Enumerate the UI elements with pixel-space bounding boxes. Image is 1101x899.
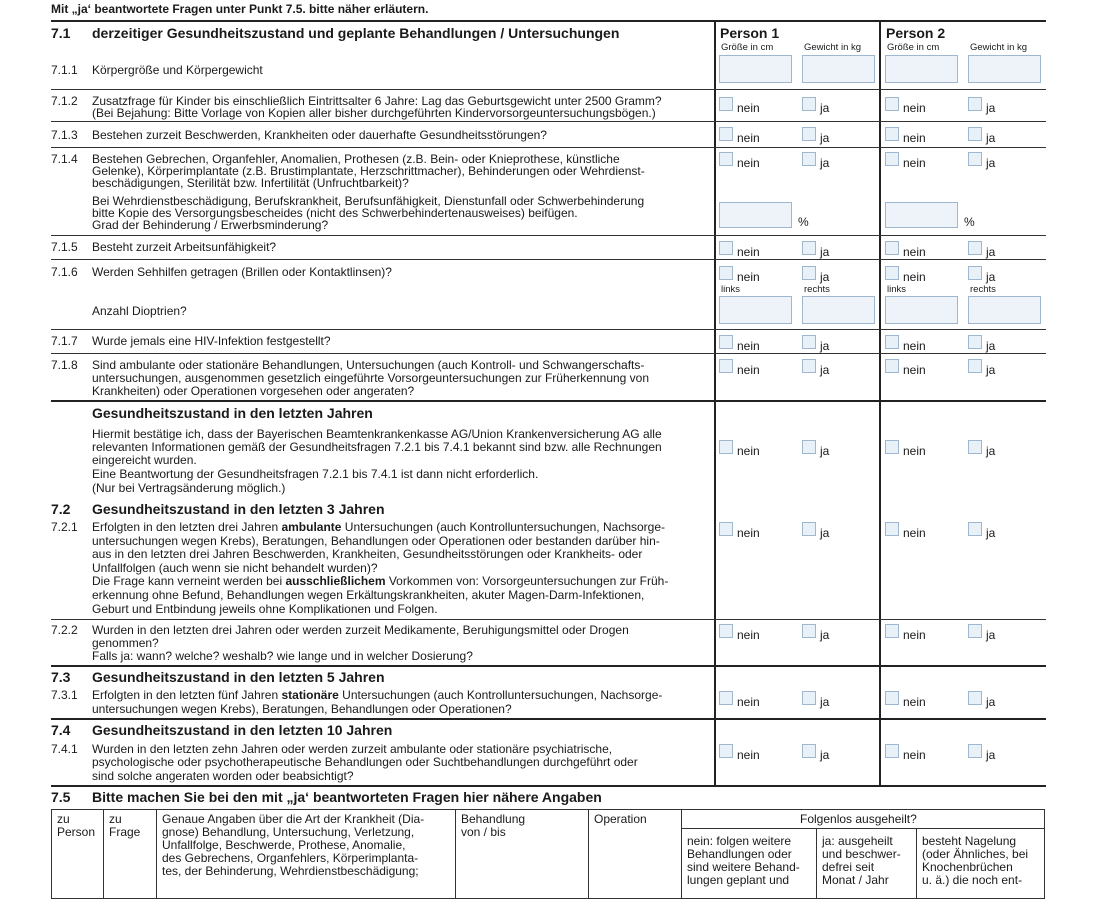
- option-no-label: nein: [903, 444, 926, 458]
- rule-top: [51, 20, 1046, 22]
- person1-disability-grade-input[interactable]: [719, 202, 792, 228]
- person1-no-checkbox-7-4-1[interactable]: [719, 744, 733, 758]
- row-divider: [51, 89, 1046, 90]
- row-divider: [51, 619, 1046, 620]
- person1-no-checkbox-7-1-4[interactable]: [719, 152, 733, 166]
- person2-no-checkbox-7-1-5[interactable]: [885, 241, 899, 255]
- question-text: Wurde jemals eine HIV-Infektion festgestellt?: [92, 334, 331, 348]
- question-text: Sind ambulante oder stationäre Behandlungen, Untersuchungen (auch Kontroll- und Schwangerschafts-: [92, 358, 645, 372]
- option-yes-label: ja: [820, 245, 830, 259]
- question-number: 7.2.1: [51, 520, 78, 534]
- table-col-divider: [588, 809, 589, 899]
- divider-person1: [714, 20, 716, 786]
- person1-yes-checkbox-7-1-3[interactable]: [802, 127, 816, 141]
- person1-size-label: Größe in cm: [721, 42, 774, 53]
- col-header-details: des Gebrechens, Organfehlers, Körperimplanta-: [162, 851, 419, 865]
- col-subheader-no: sind weitere Behand-: [687, 860, 800, 874]
- section-rule: [51, 665, 1046, 667]
- person2-diopter-right-input[interactable]: [968, 296, 1041, 324]
- person1-no-checkbox-7-2-2[interactable]: [719, 624, 733, 638]
- question-text: relevanten Informationen gemäß der Gesundheitsfragen 7.2.1 bis 7.4.1 bekannt sind bzw. alle Rechnungen: [92, 440, 662, 454]
- question-number: 7.1.7: [51, 334, 78, 348]
- option-yes-label: ja: [986, 101, 996, 115]
- col-subheader-no: Behandlungen oder: [687, 847, 792, 861]
- option-no-label: nein: [903, 270, 926, 284]
- person2-yes-checkbox-7-1-7[interactable]: [968, 335, 982, 349]
- question-text: Wurden in den letzten drei Jahren oder werden zurzeit Medikamente, Beruhigungsmittel oder Drogen: [92, 623, 629, 637]
- person2-label: Person 2: [886, 25, 946, 41]
- option-yes-label: ja: [986, 628, 996, 642]
- person1-yes-checkbox-7-1-2[interactable]: [802, 97, 816, 111]
- option-no-label: nein: [737, 156, 760, 170]
- question-number: 7.4.1: [51, 742, 78, 756]
- section-rule: [51, 718, 1046, 720]
- section-title: Bitte machen Sie bei den mit „ja‘ beantworteten Fragen hier nähere Angaben: [92, 789, 602, 805]
- question-text: Werden Sehhilfen getragen (Brillen oder Kontaktlinsen)?: [92, 265, 392, 279]
- question-text: [92, 521, 665, 533]
- col-subheader-yes: Monat / Jahr: [822, 873, 889, 887]
- col-header-treatment: Behandlung: [461, 812, 526, 826]
- option-yes-label: ja: [986, 131, 996, 145]
- option-yes-label: ja: [986, 444, 996, 458]
- question-text: Bei Wehrdienstbeschädigung, Berufskrankheit, Berufsunfähigkeit, Dienstunfall oder Schwerbehinderung: [92, 194, 645, 208]
- table-col-divider: [681, 809, 682, 899]
- option-yes-label: ja: [820, 363, 830, 377]
- option-yes-label: ja: [820, 270, 830, 284]
- col-subheader-yes: und beschwer-: [822, 847, 901, 861]
- section-title: Gesundheitszustand in den letzten 10 Jahren: [92, 722, 393, 738]
- question-text: erkennung ohne Befund, Behandlungen wegen Erkältungskrankheiten, akuter Magen-Darm-Infektionen,: [92, 588, 645, 602]
- option-yes-label: ja: [820, 628, 830, 642]
- option-yes-label: ja: [986, 270, 996, 284]
- col-subheader-yes: defrei seit: [822, 860, 875, 874]
- question-number: 7.1.4: [51, 152, 78, 166]
- table-row-divider: [681, 828, 1045, 829]
- text-emphasis: ausschließlichem: [285, 574, 386, 588]
- row-divider: [51, 259, 1046, 260]
- right-eye-label: rechts: [804, 284, 830, 295]
- col-header-details: gnose) Behandlung, Untersuchung, Verletzung,: [162, 825, 415, 839]
- question-text: untersuchungen wegen Krebs), Beratungen, Behandlungen oder Operationen oder bestanden darüber hin-: [92, 534, 660, 548]
- section-title: Gesundheitszustand in den letzten 3 Jahren: [92, 501, 385, 517]
- option-no-label: nein: [737, 131, 760, 145]
- person1-no-checkbox-7-1-6[interactable]: [719, 266, 733, 280]
- section-title: derzeitiger Gesundheitszustand und geplante Behandlungen / Untersuchungen: [92, 25, 620, 41]
- table-col-divider: [156, 809, 157, 899]
- person1-yes-checkbox-7-2-1[interactable]: [802, 522, 816, 536]
- table-col-divider: [916, 828, 917, 899]
- section-title: Gesundheitszustand in den letzten Jahren: [92, 405, 373, 421]
- person2-weight-input[interactable]: [968, 55, 1041, 83]
- col-header-person: Person: [57, 825, 96, 839]
- percent-sign: %: [964, 215, 975, 229]
- option-yes-label: ja: [820, 695, 830, 709]
- option-no-label: nein: [737, 363, 760, 377]
- option-no-label: nein: [903, 101, 926, 115]
- table-col-divider: [455, 809, 456, 899]
- question-number: 7.1.3: [51, 128, 78, 142]
- text-emphasis: ambulante: [281, 520, 342, 534]
- person2-yes-checkbox-7-2-2[interactable]: [968, 624, 982, 638]
- text-span: Die Frage kann verneint werden bei: [92, 574, 286, 588]
- section-rule: [51, 400, 1046, 402]
- table-col-divider: [816, 828, 817, 899]
- row-divider: [51, 121, 1046, 122]
- person2-yes-checkbox-7-4-1[interactable]: [968, 744, 982, 758]
- question-text: sind solche angeraten worden oder beabsichtigt?: [92, 769, 354, 783]
- question-text: bitte Kopie des Versorgungsbescheides (nicht des Schwerbehindertenausweises) beifügen.: [92, 206, 578, 220]
- section-number: 7.2: [51, 501, 71, 517]
- col-subheader-nailing: (oder Ähnliches, bei: [922, 847, 1029, 861]
- person2-yes-checkbox-7-1-4[interactable]: [968, 152, 982, 166]
- option-yes-label: ja: [986, 695, 996, 709]
- option-no-label: nein: [903, 363, 926, 377]
- option-no-label: nein: [737, 695, 760, 709]
- text-span: Untersuchungen (auch Kontrolluntersuchungen, Nachsorge-: [341, 520, 665, 534]
- person2-no-checkbox-7-2-2[interactable]: [885, 624, 899, 638]
- person1-yes-checkbox-7-1-7[interactable]: [802, 335, 816, 349]
- question-text: (Bei Bejahung: Bitte Vorlage von Kopien aller bisher durchgeführten Kindervorsorgeuntersuchungsbögen.): [92, 106, 656, 120]
- question-text: Körpergröße und Körpergewicht: [92, 63, 263, 77]
- question-number: 7.2.2: [51, 623, 78, 637]
- person1-no-checkbox-7-1-8[interactable]: [719, 359, 733, 373]
- person1-no-checkbox-7-1-5[interactable]: [719, 241, 733, 255]
- option-yes-label: ja: [820, 131, 830, 145]
- question-text: Bestehen Gebrechen, Organfehler, Anomalien, Prothesen (z.B. Bein- oder Knieprothese, künstliche: [92, 152, 620, 166]
- person1-diopter-right-input[interactable]: [802, 296, 875, 324]
- option-no-label: nein: [903, 695, 926, 709]
- option-yes-label: ja: [820, 156, 830, 170]
- person2-disability-grade-input[interactable]: [885, 202, 958, 228]
- option-yes-label: ja: [986, 526, 996, 540]
- option-no-label: nein: [737, 339, 760, 353]
- question-text: Zusatzfrage für Kinder bis einschließlich Eintrittsalter 6 Jahre: Lag das Geburtsgewicht unter 2500 Gramm?: [92, 94, 662, 108]
- left-eye-label: links: [887, 284, 907, 295]
- option-no-label: nein: [903, 131, 926, 145]
- question-text: Hiermit bestätige ich, dass der Bayerischen Beamtenkrankenkasse AG/Union Krankenversicherung AG alle: [92, 427, 662, 441]
- col-header-details: tes, der Behinderung, Wehrdienstbeschädigung;: [162, 864, 419, 878]
- option-yes-label: ja: [986, 363, 996, 377]
- option-yes-label: ja: [986, 748, 996, 762]
- right-eye-label: rechts: [970, 284, 996, 295]
- col-header-details: Genaue Angaben über die Art der Krankheit (Dia-: [162, 812, 425, 826]
- person1-weight-label: Gewicht in kg: [804, 42, 862, 53]
- person1-no-checkbox-7-1-2[interactable]: [719, 97, 733, 111]
- option-no-label: nein: [737, 444, 760, 458]
- option-no-label: nein: [903, 245, 926, 259]
- row-divider: [51, 329, 1046, 330]
- person1-diopter-left-input[interactable]: [719, 296, 792, 324]
- section-number: 7.1: [51, 25, 71, 41]
- person2-no-checkbox-7-2-1[interactable]: [885, 522, 899, 536]
- divider-person2: [879, 20, 881, 786]
- question-text: Eine Beantwortung der Gesundheitsfragen 7.2.1 bis 7.4.1 ist dann nicht erforderlich.: [92, 467, 539, 481]
- person2-weight-label: Gewicht in kg: [970, 42, 1028, 53]
- question-text: Krankheiten) oder Operationen vorgesehen oder angeraten?: [92, 384, 415, 398]
- question-text: Wurden in den letzten zehn Jahren oder werden zurzeit ambulante oder stationäre psychiatrische,: [92, 742, 613, 756]
- option-no-label: nein: [737, 270, 760, 284]
- option-yes-label: ja: [986, 339, 996, 353]
- col-subheader-no: nein: folgen weitere: [687, 834, 792, 848]
- text-span: Untersuchungen (auch Kontrolluntersuchungen, Nachsorge-: [338, 688, 663, 702]
- person2-yes-checkbox-7-1-3[interactable]: [968, 127, 982, 141]
- section-rule: [51, 785, 1046, 787]
- question-text: psychologische oder psychotherapeutische Behandlungen oder Suchtbehandlungen durchgeführt oder: [92, 755, 638, 769]
- option-yes-label: ja: [820, 444, 830, 458]
- person1-yes-checkbox-7-1-8[interactable]: [802, 359, 816, 373]
- person1-label: Person 1: [720, 25, 780, 41]
- question-number: 7.3.1: [51, 688, 78, 702]
- person2-no-checkbox-7-2-confirm[interactable]: [885, 440, 899, 454]
- person1-height-input[interactable]: [719, 55, 792, 83]
- col-subheader-nailing: besteht Nagelung: [922, 834, 1017, 848]
- option-no-label: nein: [737, 748, 760, 762]
- question-text: untersuchungen wegen Krebs), Beratungen, Behandlungen oder Operationen?: [92, 702, 512, 716]
- option-no-label: nein: [903, 748, 926, 762]
- person2-no-checkbox-7-1-4[interactable]: [885, 152, 899, 166]
- question-text: Grad der Behinderung / Erwerbsminderung?: [92, 218, 329, 232]
- text-span: Erfolgten in den letzten fünf Jahren: [92, 688, 282, 702]
- person2-no-checkbox-7-1-6[interactable]: [885, 266, 899, 280]
- person2-height-input[interactable]: [885, 55, 958, 83]
- left-eye-label: links: [721, 284, 741, 295]
- text-span: Erfolgten in den letzten drei Jahren: [92, 520, 282, 534]
- question-number: 7.1.8: [51, 358, 78, 372]
- person1-no-checkbox-7-1-7[interactable]: [719, 335, 733, 349]
- question-number: 7.1.1: [51, 63, 78, 77]
- table-col-divider: [103, 809, 104, 899]
- question-text: Falls ja: wann? welche? weshalb? wie lange und in welcher Dosierung?: [92, 649, 473, 663]
- person2-no-checkbox-7-4-1[interactable]: [885, 744, 899, 758]
- question-text: Besteht zurzeit Arbeitsunfähigkeit?: [92, 240, 277, 254]
- row-divider: [51, 147, 1046, 148]
- col-header-operation: Operation: [594, 812, 647, 826]
- question-text: [92, 689, 662, 701]
- question-number: 7.1.5: [51, 240, 78, 254]
- person2-no-checkbox-7-1-3[interactable]: [885, 127, 899, 141]
- person2-no-checkbox-7-1-7[interactable]: [885, 335, 899, 349]
- question-number: 7.1.6: [51, 265, 78, 279]
- person1-yes-checkbox-7-2-confirm[interactable]: [802, 440, 816, 454]
- col-subheader-yes: ja: ausgeheilt: [822, 834, 893, 848]
- text-span: Vorkommen von: Vorsorgeuntersuchungen zur Früh-: [385, 574, 669, 588]
- person1-yes-checkbox-7-4-1[interactable]: [802, 744, 816, 758]
- question-subtext: Anzahl Dioptrien?: [92, 304, 187, 318]
- question-text: Geburt und Entbindung jeweils ohne Komplikationen und Folgen.: [92, 602, 438, 616]
- option-yes-label: ja: [820, 339, 830, 353]
- section-title: Gesundheitszustand in den letzten 5 Jahren: [92, 669, 385, 685]
- section-number: 7.5: [51, 789, 71, 805]
- person1-no-checkbox-7-3-1[interactable]: [719, 691, 733, 705]
- person1-no-checkbox-7-1-3[interactable]: [719, 127, 733, 141]
- person2-yes-checkbox-7-1-8[interactable]: [968, 359, 982, 373]
- col-header-details: Unfallfolge, Beschwerde, Prothese, Anomalie,: [162, 838, 406, 852]
- question-text: Gelenke), Körperimplantate (z.B. Brustimplantate, Herzschrittmacher), Behinderungen oder Wehrdienst-: [92, 164, 645, 178]
- col-subheader-nailing: u. ä.) die noch ent-: [922, 873, 1023, 887]
- person2-no-checkbox-7-3-1[interactable]: [885, 691, 899, 705]
- option-no-label: nein: [737, 526, 760, 540]
- person2-diopter-left-input[interactable]: [885, 296, 958, 324]
- col-header-person: zu: [57, 812, 70, 826]
- person2-yes-checkbox-7-1-6[interactable]: [968, 266, 982, 280]
- option-no-label: nein: [903, 339, 926, 353]
- section-number: 7.3: [51, 669, 71, 685]
- question-text: Unfallfolgen (auch wenn sie nicht behandelt wurden)?: [92, 561, 378, 575]
- question-text: [92, 575, 668, 587]
- person1-yes-checkbox-7-3-1[interactable]: [802, 691, 816, 705]
- person2-size-label: Größe in cm: [887, 42, 940, 53]
- person2-yes-checkbox-7-2-confirm[interactable]: [968, 440, 982, 454]
- col-subheader-no: lungen geplant und: [687, 873, 790, 887]
- row-divider: [51, 235, 1046, 236]
- option-yes-label: ja: [820, 526, 830, 540]
- question-text: Bestehen zurzeit Beschwerden, Krankheiten oder dauerhafte Gesundheitsstörungen?: [92, 128, 547, 142]
- question-text: untersuchungen, ausgenommen gesetzlich eingeführte Vorsorgeuntersuchungen zur Früherkennung von: [92, 371, 650, 385]
- option-no-label: nein: [903, 156, 926, 170]
- person2-no-checkbox-7-1-8[interactable]: [885, 359, 899, 373]
- person1-yes-checkbox-7-1-5[interactable]: [802, 241, 816, 255]
- question-number: 7.1.2: [51, 94, 78, 108]
- option-no-label: nein: [737, 245, 760, 259]
- person1-yes-checkbox-7-1-6[interactable]: [802, 266, 816, 280]
- col-header-question: Frage: [109, 825, 141, 839]
- option-no-label: nein: [737, 628, 760, 642]
- person2-yes-checkbox-7-3-1[interactable]: [968, 691, 982, 705]
- col-header-treatment: von / bis: [461, 825, 506, 839]
- option-yes-label: ja: [986, 245, 996, 259]
- question-text: beschädigungen, Sterilität bzw. Infertilität (Unfruchtbarkeit)?: [92, 176, 409, 190]
- person1-no-checkbox-7-2-confirm[interactable]: [719, 440, 733, 454]
- row-divider: [51, 353, 1046, 354]
- question-text: eingereicht wurden.: [92, 453, 197, 467]
- question-text: aus in den letzten drei Jahren Beschwerden, Krankheiten, Gesundheitsstörungen oder Krankheits- oder: [92, 547, 643, 561]
- option-yes-label: ja: [820, 101, 830, 115]
- person2-yes-checkbox-7-1-2[interactable]: [968, 97, 982, 111]
- col-header-healed: Folgenlos ausgeheilt?: [800, 812, 917, 826]
- person1-weight-input[interactable]: [802, 55, 875, 83]
- person2-yes-checkbox-7-2-1[interactable]: [968, 522, 982, 536]
- person1-yes-checkbox-7-1-4[interactable]: [802, 152, 816, 166]
- option-yes-label: ja: [986, 156, 996, 170]
- option-yes-label: ja: [820, 748, 830, 762]
- person2-no-checkbox-7-1-2[interactable]: [885, 97, 899, 111]
- top-note: Mit „ja‘ beantwortete Fragen unter Punkt 7.5. bitte näher erläutern.: [51, 2, 429, 16]
- option-no-label: nein: [903, 526, 926, 540]
- question-text: genommen?: [92, 636, 159, 650]
- section-number: 7.4: [51, 722, 71, 738]
- col-header-question: zu: [109, 812, 122, 826]
- option-no-label: nein: [903, 628, 926, 642]
- person2-yes-checkbox-7-1-5[interactable]: [968, 241, 982, 255]
- percent-sign: %: [798, 215, 809, 229]
- person1-no-checkbox-7-2-1[interactable]: [719, 522, 733, 536]
- question-text: (Nur bei Vertragsänderung möglich.): [92, 481, 286, 495]
- text-emphasis: stationäre: [281, 688, 339, 702]
- option-no-label: nein: [737, 101, 760, 115]
- col-subheader-nailing: Knochenbrüchen: [922, 860, 1013, 874]
- person1-yes-checkbox-7-2-2[interactable]: [802, 624, 816, 638]
